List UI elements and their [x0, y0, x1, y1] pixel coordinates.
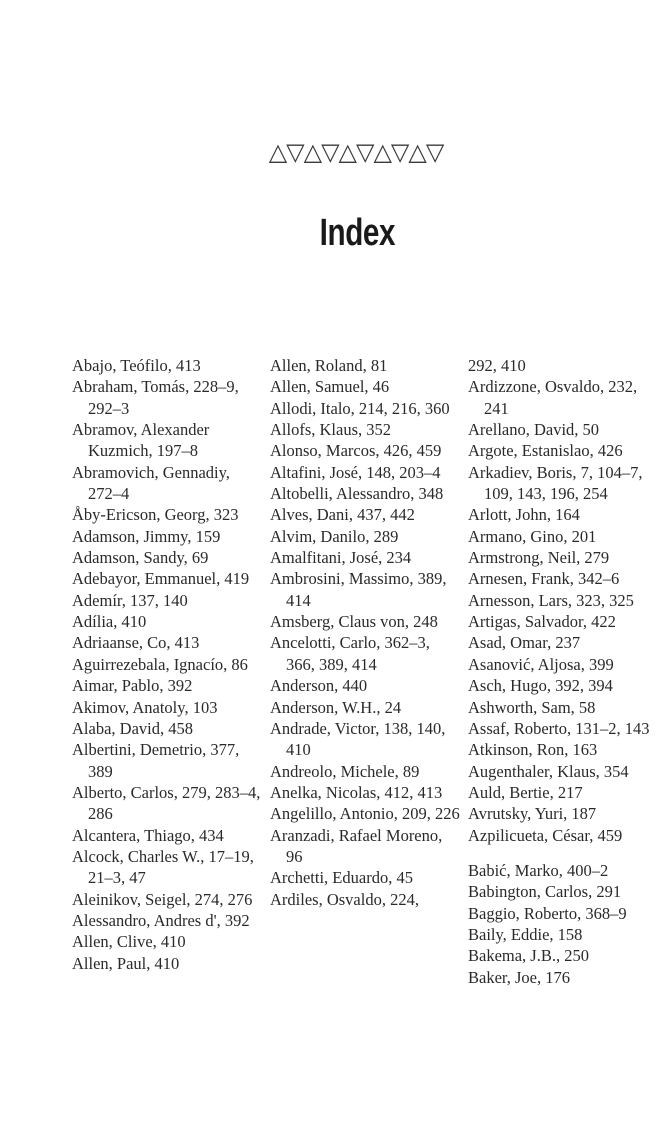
- index-entry-continued: 292, 410: [468, 356, 526, 375]
- index-entry: Abramovich, Gennadiy, 272–4: [72, 462, 230, 504]
- index-entry: Argote, Estanislao, 426: [468, 441, 623, 461]
- index-entry: Allofs, Klaus, 352: [270, 420, 391, 440]
- index-entry: Archetti, Eduardo, 45: [270, 868, 413, 888]
- index-entry: Adebayor, Emmanuel, 419: [72, 569, 250, 589]
- index-entry: Azpilicueta, César, 459: [468, 825, 623, 845]
- index-column-3: [468, 355, 658, 988]
- index-entry: Akimov, Anatoly, 103: [72, 697, 218, 717]
- index-entry: Atkinson, Ron, 163: [468, 740, 598, 760]
- index-entry: Baker, Joe, 176: [468, 967, 570, 987]
- index-entry: Alessandro, Andres d', 392: [72, 910, 250, 930]
- index-column-1: [72, 355, 262, 974]
- index-entry: Adília, 410: [72, 612, 147, 632]
- index-entry: Auld, Bertie, 217: [468, 782, 583, 802]
- index-entry: Allen, Paul, 410: [72, 953, 180, 973]
- index-entry: Allen, Clive, 410: [72, 932, 186, 952]
- index-entry: Anderson, W.H., 24: [270, 697, 402, 717]
- index-column-2: [270, 355, 460, 910]
- index-entry: Babić, Marko, 400–2: [468, 860, 609, 880]
- index-entry: Arkadiev, Boris, 7, 104–7, 109, 143, 196, 254: [468, 462, 643, 504]
- index-entry: Andreolo, Michele, 89: [270, 761, 420, 781]
- index-entry: Asanović, Aljosa, 399: [468, 654, 614, 674]
- index-entry: Baggio, Roberto, 368–9: [468, 903, 627, 923]
- index-entry: Aranzadi, Rafael Moreno, 96: [270, 825, 443, 866]
- decorative-triangle-ornament: △▽△▽△▽△▽△▽: [268, 138, 444, 166]
- index-entry: Aleinikov, Seigel, 274, 276: [72, 889, 253, 909]
- index-entry: Anelka, Nicolas, 412, 413: [270, 782, 443, 802]
- index-entry: Allen, Samuel, 46: [270, 377, 390, 397]
- index-entry: Altobelli, Alessandro, 348: [270, 484, 444, 504]
- index-entry: Augenthaler, Klaus, 354: [468, 761, 629, 781]
- index-entry: Assaf, Roberto, 131–2, 143: [468, 718, 650, 738]
- index-entry: Ademír, 137, 140: [72, 590, 188, 610]
- index-entry: Alberto, Carlos, 279, 283–4, 286: [72, 782, 261, 824]
- index-entry: Ardiles, Osvaldo, 224,: [270, 889, 419, 909]
- index-entry: Alcock, Charles W., 17–19, 21–3, 47: [72, 846, 254, 888]
- index-entry: Amsberg, Claus von, 248: [270, 612, 438, 632]
- index-entry: Asch, Hugo, 392, 394: [468, 676, 613, 696]
- index-entry: Aimar, Pablo, 392: [72, 676, 193, 696]
- index-entry: Artigas, Salvador, 422: [468, 612, 616, 632]
- index-entry: Abramov, Alexander Kuzmich, 197–8: [72, 420, 210, 461]
- index-entry: Alves, Dani, 437, 442: [270, 505, 415, 525]
- index-entry: Adriaanse, Co, 413: [72, 633, 200, 653]
- index-entry: Alonso, Marcos, 426, 459: [270, 441, 442, 461]
- index-entry: Alaba, David, 458: [72, 718, 193, 738]
- index-entry: Ambrosini, Massimo, 389, 414: [270, 569, 447, 610]
- index-entry: Alvim, Danilo, 289: [270, 526, 399, 546]
- page-title: Index: [319, 212, 396, 254]
- index-entry: Asad, Omar, 237: [468, 633, 581, 653]
- index-entry: Allen, Roland, 81: [270, 356, 388, 375]
- index-entry: Avrutsky, Yuri, 187: [468, 804, 597, 824]
- index-entry: Aguirrezebala, Ignacío, 86: [72, 654, 248, 674]
- index-entry: Armstrong, Neil, 279: [468, 548, 610, 568]
- index-entry: Ashworth, Sam, 58: [468, 697, 596, 717]
- index-entry: Allodi, Italo, 214, 216, 360: [270, 398, 450, 418]
- index-entry: Andrade, Victor, 138, 140, 410: [270, 718, 446, 760]
- index-entry: Bakema, J.B., 250: [468, 946, 589, 966]
- index-entry: Ancelotti, Carlo, 362–3, 366, 389, 414: [270, 633, 430, 674]
- index-entry: Babington, Carlos, 291: [468, 882, 622, 902]
- index-entry: Åby-Ericson, Georg, 323: [72, 505, 239, 525]
- index-entry: Adamson, Sandy, 69: [72, 548, 209, 568]
- index-entry: Arlott, John, 164: [468, 505, 580, 525]
- index-entry: Baily, Eddie, 158: [468, 924, 583, 944]
- index-entry: Abajo, Teófilo, 413: [72, 356, 201, 375]
- index-entry: Arnesson, Lars, 323, 325: [468, 590, 634, 610]
- index-entry: Angelillo, Antonio, 209, 226: [270, 804, 460, 824]
- index-entry: Alcantera, Thiago, 434: [72, 825, 224, 845]
- index-entry: Armano, Gino, 201: [468, 526, 597, 546]
- index-entry: Amalfitani, José, 234: [270, 548, 412, 568]
- index-entry: Adamson, Jimmy, 159: [72, 526, 221, 546]
- index-entry: Arellano, David, 50: [468, 420, 600, 440]
- index-entry: Ardizzone, Osvaldo, 232, 241: [468, 377, 638, 418]
- index-entry: Albertini, Demetrio, 377, 389: [72, 740, 240, 781]
- index-entry: Abraham, Tomás, 228–9, 292–3: [72, 377, 239, 418]
- index-entry: Anderson, 440: [270, 676, 368, 696]
- index-entry: Arnesen, Frank, 342–6: [468, 569, 620, 589]
- index-entry: Altafini, José, 148, 203–4: [270, 462, 441, 482]
